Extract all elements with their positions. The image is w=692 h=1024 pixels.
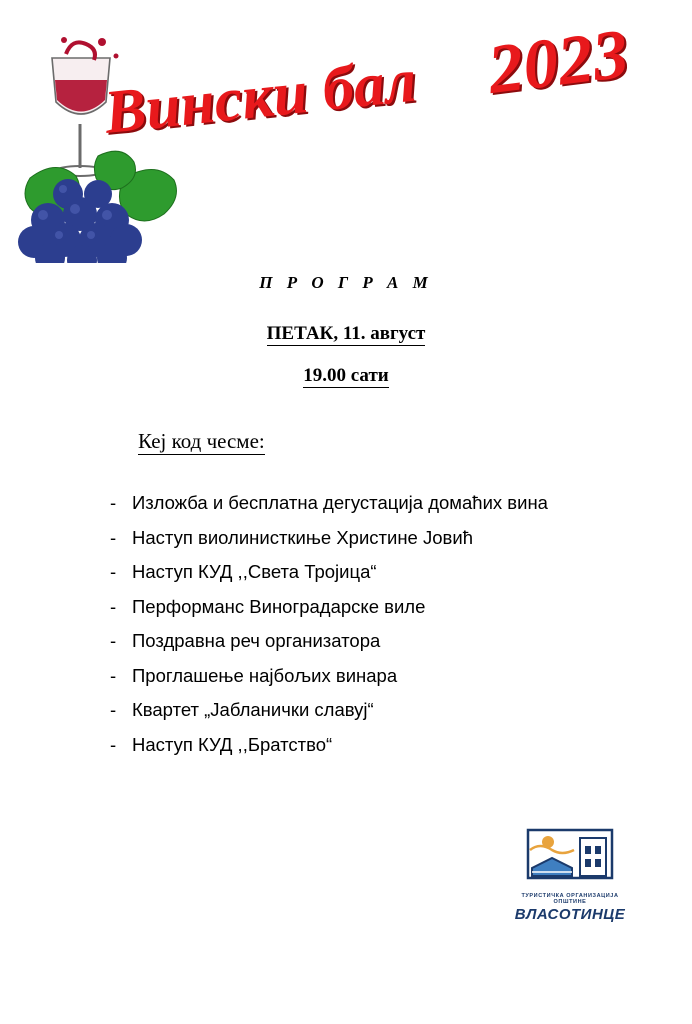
tourism-organization-icon <box>522 828 618 890</box>
event-place <box>138 429 692 454</box>
list-item <box>110 595 692 617</box>
event-time-text: 19.00 сати <box>303 365 389 386</box>
list-item <box>110 563 692 582</box>
bullet-dash: - <box>110 561 117 582</box>
list-item-label: Наступ КУД ,,Света Тројица“ <box>132 561 377 582</box>
list-item-label: Проглашење најбољих винара <box>132 664 398 686</box>
list-item <box>110 632 692 651</box>
bullet-dash: - <box>110 595 117 617</box>
poster-header <box>0 0 692 265</box>
list-item <box>110 494 692 513</box>
logo-city-line: ВЛАСОТИНЦЕ <box>514 906 626 923</box>
list-item-label: Изложба и бесплатна дегустација домаћих вина <box>132 492 548 513</box>
list-item-label: Наступ КУД ,,Братство“ <box>132 733 333 755</box>
list-item <box>110 733 692 755</box>
list-item-label: Квартет „Јабланички славуј“ <box>132 699 374 720</box>
event-date-text: ПЕТАК, 11. август <box>266 323 426 344</box>
event-date <box>0 323 692 345</box>
bullet-dash: - <box>110 699 117 720</box>
poster-title <box>101 15 668 150</box>
list-item <box>110 526 692 548</box>
bullet-dash: - <box>110 526 117 548</box>
list-item-label: Наступ виолинисткиње Христине Јовић <box>132 526 473 548</box>
program-heading: П Р О Г Р А М <box>259 273 433 292</box>
title-year-text: 2023 <box>483 15 633 109</box>
event-time <box>0 365 692 387</box>
organizer-logo <box>505 828 635 923</box>
bullet-dash: - <box>110 733 117 755</box>
event-place-text: Кеј код чесме: <box>138 429 265 453</box>
bullet-dash: - <box>110 630 117 651</box>
list-item-label: Поздравна реч организатора <box>132 630 381 651</box>
bullet-dash: - <box>110 492 117 513</box>
list-item-label: Перформанс Виноградарске виле <box>132 595 426 617</box>
program-item-list <box>110 494 692 754</box>
list-item <box>110 701 692 720</box>
title-main-text: Вински бал <box>101 46 420 147</box>
bullet-dash: - <box>110 664 117 686</box>
logo-org-line: ТУРИСТИЧКА ОРГАНИЗАЦИЈА ОПШТИНЕ <box>521 893 619 905</box>
list-item <box>110 664 692 686</box>
